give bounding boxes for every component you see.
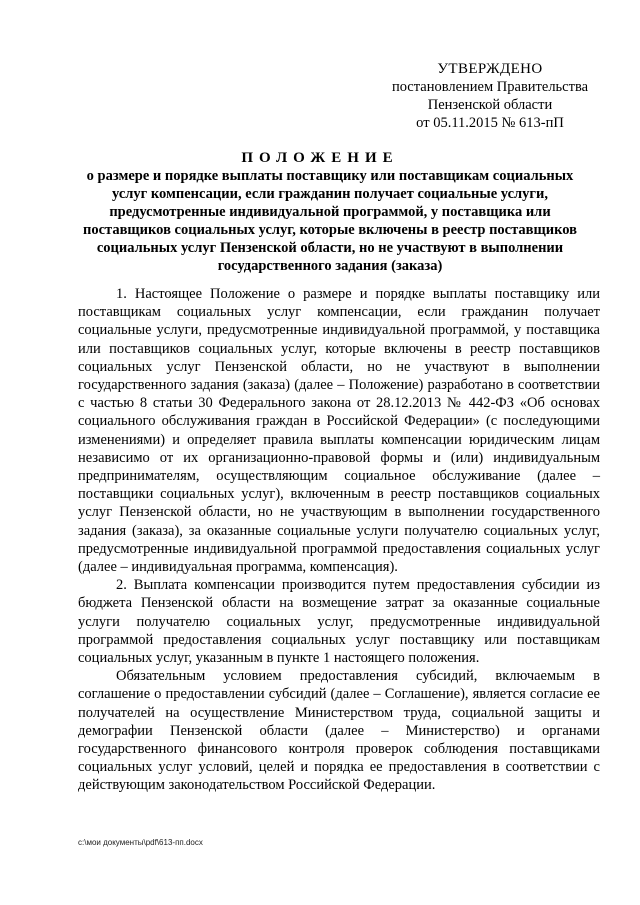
approval-stamp [370,60,610,132]
document-subtitle: о размере и порядке выплаты поставщику или поставщикам социальных услуг компенсации, если гражданин получает социальные услуги, предусмотренные индивидуальной программой, у поставщика или поставщиков социальных услуг, которые включены в реестр поставщиков социальных услуг Пензенской области, но не участвуют в выполнении государственного задания (заказа) [83,168,577,274]
document-title: ПОЛОЖЕНИЕ [241,150,399,166]
file-path-footer: c:\мои документы\pdf\613-пп.docx [78,838,203,847]
paragraph-2: 2. Выплата компенсации производится путем предоставления субсидии из бюджета Пензенской области на возмещение затрат за оказанные социальные услуги получателю социальных услуг, предусмотренные индивидуальной программой предоставления социальных услуг поставщику или поставщикам социальных услуг, указанным в пункте 1 настоящего положения. [78,577,600,667]
approval-region: Пензенской области [427,97,553,113]
paragraph-1: 1. Настоящее Положение о размере и порядке выплаты поставщику или поставщикам социальных услуг компенсации, если гражданин получает социальные услуги, предусмотренные индивидуальной программой, у поставщика или поставщиков социальных услуг, которые включены в реестр поставщиков социальных услуг Пензенской области, но не участвуют в выполнении государственного задания (заказа) (далее – Положение) разработано в соответствии с частью 8 статьи 30 Федерального закона от 28.12.2013 № 442-ФЗ «Об основах социального обслуживания граждан в Российской Федерации» (с последующими изменениями) и определяет правила выплаты компенсации юридическим лицам независимо от их организационно-правовой формы и (или) индивидуальным предпринимателям, осуществляющим социальное обслуживание (далее – поставщики социальных услуг), включенным в реестр поставщиков социальных услуг Пензенской области, но не участвующим в выполнении государственного задания (заказа), за оказанные социальные услуги получателю социальных услуг, предусмотренные индивидуальной программой предоставления социальных услуг (далее – индивидуальная программа, компенсация). [78,286,600,576]
approval-heading: УТВЕРЖДЕНО [437,61,543,77]
approval-date-number: от 05.11.2015 № 613-пП [416,115,564,131]
document-body [78,285,600,795]
approval-authority: постановлением Правительства [391,79,589,95]
paragraph-3: Обязательным условием предоставления субсидий, включаемым в соглашение о предоставлении субсидий (далее – Соглашение), является согласие ее получателей на осуществление Министерством труда, социальной защиты и демографии Пензенской области (далее – Министерство) и органами государственного финансового контроля проверок соблюдения поставщиками социальных услуг условий, целей и порядка ее предоставления в соответствии с действующим законодательством Российской Федерации. [78,668,600,794]
